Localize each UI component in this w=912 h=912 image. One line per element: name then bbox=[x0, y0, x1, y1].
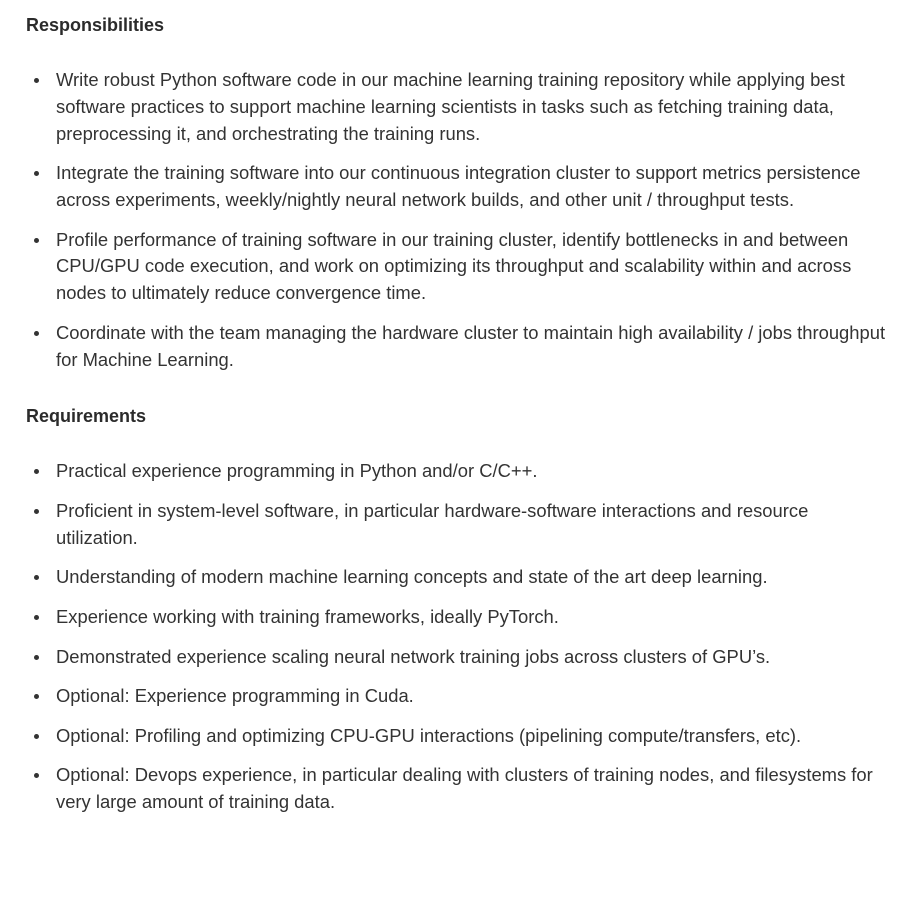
list-item-text: Optional: Profiling and optimizing CPU-GPU interactions (pipelining compute/transfers, etc). bbox=[56, 724, 802, 746]
list-item-text: Coordinate with the team managing the hardware cluster to maintain high availability / jobs throughput for Machine Learning. bbox=[56, 321, 886, 370]
list-item-text: Profile performance of training software in our training cluster, identify bottlenecks in and between CPU/GPU code execution, and work on optimizing its throughput and scalability within and across nodes to ultimately reduce convergence time. bbox=[56, 228, 852, 304]
list-item-text: Proficient in system-level software, in particular hardware-software interactions and resource utilization. bbox=[56, 499, 809, 548]
bullet-icon bbox=[34, 238, 39, 243]
bullet-icon bbox=[34, 575, 39, 580]
list-item bbox=[26, 458, 892, 485]
requirements-heading: Requirements bbox=[26, 406, 147, 427]
responsibilities-heading: Responsibilities bbox=[26, 15, 165, 35]
bullet-icon bbox=[34, 509, 39, 514]
bullet-icon bbox=[34, 78, 39, 83]
list-item bbox=[26, 644, 892, 671]
requirements-list bbox=[26, 458, 892, 816]
list-item bbox=[26, 227, 892, 307]
list-item-text: Demonstrated experience scaling neural network training jobs across clusters of GPU’s. bbox=[56, 645, 771, 667]
list-item-text: Optional: Experience programming in Cuda. bbox=[56, 685, 414, 707]
list-item bbox=[26, 564, 892, 591]
list-item bbox=[26, 762, 892, 816]
bullet-icon bbox=[34, 469, 39, 474]
list-item-text: Integrate the training software into our continuous integration cluster to support metrics persistence across experiments, weekly/nightly neural network builds, and other unit / throughput tests. bbox=[56, 162, 861, 210]
list-item bbox=[26, 723, 892, 750]
list-item bbox=[26, 67, 892, 147]
list-item-text: Understanding of modern machine learning concepts and state of the art deep learning. bbox=[56, 566, 768, 588]
list-item bbox=[26, 604, 892, 631]
list-item-text: Write robust Python software code in our machine learning training repository while applying best software practices to support machine learning scientists in tasks such as fetching training data, preprocessing it, and orchestrating the training runs. bbox=[56, 69, 845, 144]
bullet-icon bbox=[34, 773, 39, 778]
list-item-text: Optional: Devops experience, in particular dealing with clusters of training nodes, and filesystems for very large amount of training data. bbox=[56, 764, 873, 813]
list-item bbox=[26, 320, 892, 374]
responsibilities-list bbox=[26, 67, 892, 373]
bullet-icon bbox=[34, 171, 39, 176]
bullet-icon bbox=[34, 331, 39, 336]
list-item bbox=[26, 160, 892, 214]
list-item-text: Experience working with training frameworks, ideally PyTorch. bbox=[56, 605, 559, 627]
list-item bbox=[26, 498, 892, 552]
bullet-icon bbox=[34, 655, 39, 660]
list-item bbox=[26, 683, 892, 710]
list-item-text: Practical experience programming in Python and/or C/C++. bbox=[56, 460, 538, 482]
bullet-icon bbox=[34, 694, 39, 699]
bullet-icon bbox=[34, 734, 39, 739]
bullet-icon bbox=[34, 615, 39, 620]
